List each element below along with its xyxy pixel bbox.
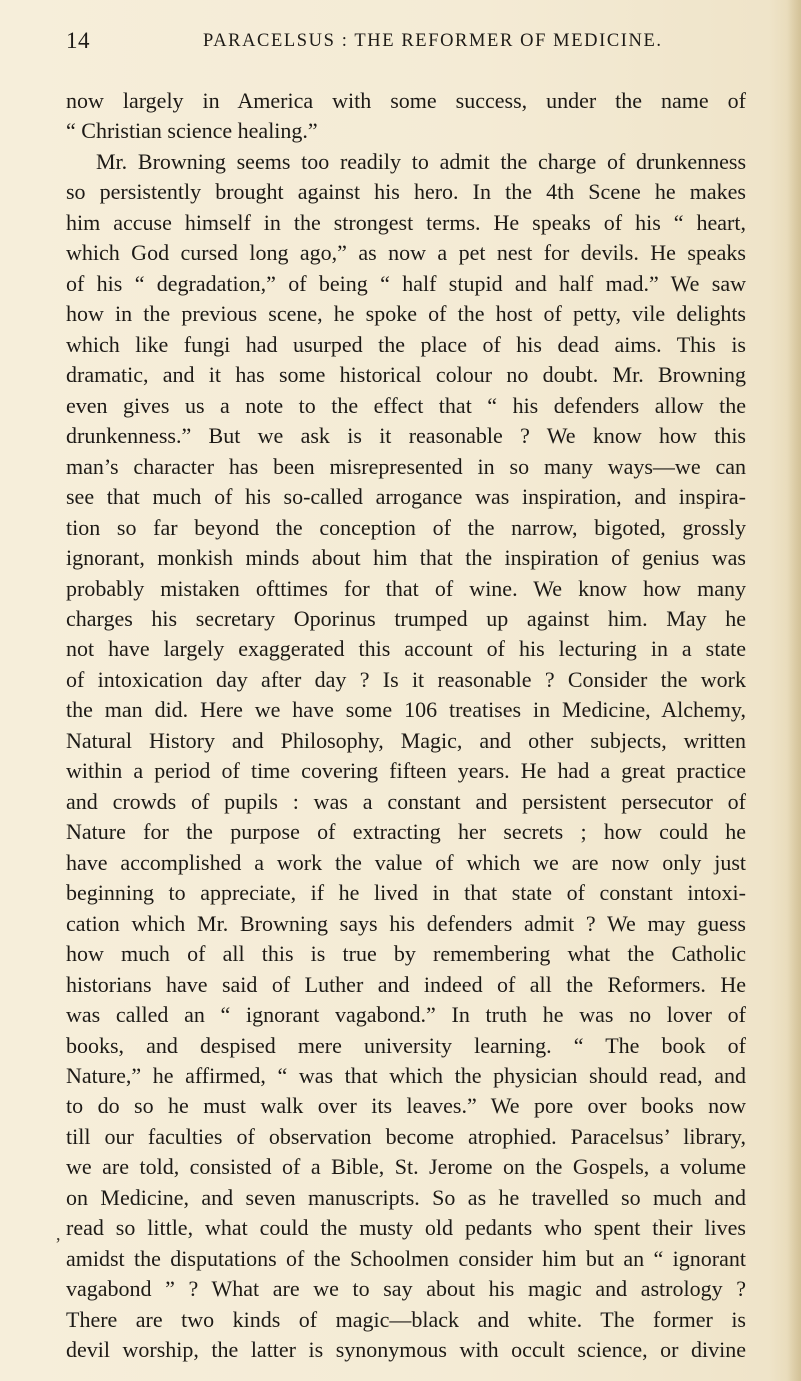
text-line: books, and despised mere university learning. “ The book of xyxy=(66,1032,746,1058)
text-line: read so little, what could the musty old pedants who spent their lives xyxy=(66,1215,746,1241)
text-line: cation which Mr. Browning says his defenders admit ? We may guess xyxy=(66,910,746,936)
text-line: and crowds of pupils : was a constant and persistent persecutor of xyxy=(66,788,746,814)
text-line: There are two kinds of magic—black and white. The former is xyxy=(66,1306,746,1332)
page-edge-shadow xyxy=(787,0,801,1381)
text-line: of his “ degradation,” of being “ half stupid and half mad.” We saw xyxy=(66,270,746,296)
text-line: probably mistaken ofttimes for that of wine. We know how many xyxy=(66,575,746,601)
text-line: man’s character has been misrepresented in so many ways—we can xyxy=(66,453,746,479)
text-line: dramatic, and it has some historical colour no doubt. Mr. Browning xyxy=(66,362,746,388)
text-line: charges his secretary Oporinus trumped up against him. May he xyxy=(66,605,746,631)
text-line: amidst the disputations of the Schoolmen consider him but an “ ignorant xyxy=(66,1245,746,1271)
text-line: beginning to appreciate, if he lived in that state of constant intoxi- xyxy=(66,880,746,906)
text-line: within a period of time covering fifteen years. He had a great practice xyxy=(66,758,746,784)
text-line: till our faculties of observation become atrophied. Paracelsus’ library, xyxy=(66,1123,746,1149)
text-line: so persistently brought against his hero. In the 4th Scene he makes xyxy=(66,179,746,205)
text-line: Mr. Browning seems too readily to admit the charge of drunkenness xyxy=(96,148,746,174)
text-line: drunkenness.” But we ask is it reasonable ? We know how this xyxy=(66,423,746,449)
text-line: even gives us a note to the effect that “ his defenders allow the xyxy=(66,392,746,418)
text-line: Natural History and Philosophy, Magic, and other subjects, written xyxy=(66,727,746,753)
text-line: of intoxication day after day ? Is it reasonable ? Consider the work xyxy=(66,666,746,692)
text-line: ignorant, monkish minds about him that the inspiration of genius was xyxy=(66,545,746,571)
text-line: have accomplished a work the value of which we are now only just xyxy=(66,849,746,875)
text-line: which God cursed long ago,” as now a pet nest for devils. He speaks xyxy=(66,240,746,266)
text-line: to do so he must walk over its leaves.” We pore over books now xyxy=(66,1093,746,1119)
text-line: the man did. Here we have some 106 treatises in Medicine, Alchemy, xyxy=(66,697,746,723)
text-line: now largely in America with some success, under the name of xyxy=(66,88,746,113)
text-line: devil worship, the latter is synonymous with occult science, or divine xyxy=(66,1337,746,1363)
text-line: Nature for the purpose of extracting her secrets ; how could he xyxy=(66,819,746,845)
text-line: was called an “ ignorant vagabond.” In truth he was no lover of xyxy=(66,1002,746,1028)
text-line: him accuse himself in the strongest terms. He speaks of his “ heart, xyxy=(66,209,746,235)
text-line: Nature,” he affirmed, “ was that which the physician should read, and xyxy=(66,1063,746,1088)
page-number: 14 xyxy=(66,28,90,53)
text-line: vagabond ” ? What are we to say about his magic and astrology ? xyxy=(66,1276,746,1302)
text-line: not have largely exaggerated this account of his lecturing in a state xyxy=(66,636,746,662)
body-text xyxy=(66,86,746,1366)
text-line: “ Christian science healing.” xyxy=(66,118,318,144)
text-line: how much of all this is true by remembering what the Catholic xyxy=(66,941,746,967)
text-line: how in the previous scene, he spoke of the host of petty, vile delights xyxy=(66,301,746,327)
text-line: historians have said of Luther and indeed of all the Reformers. He xyxy=(66,971,746,997)
text-line: which like fungi had usurped the place of his dead aims. This is xyxy=(66,331,746,357)
text-line: we are told, consisted of a Bible, St. Jerome on the Gospels, a volume xyxy=(66,1154,746,1180)
running-title: PARACELSUS : THE REFORMER OF MEDICINE. xyxy=(203,31,663,51)
running-head xyxy=(66,28,746,58)
text-line: tion so far beyond the conception of the narrow, bigoted, grossly xyxy=(66,514,746,540)
text-line: on Medicine, and seven manuscripts. So as he travelled so much and xyxy=(66,1184,746,1210)
margin-comma-mark: , xyxy=(56,1224,61,1244)
text-line: see that much of his so-called arrogance was inspiration, and inspira- xyxy=(66,484,746,510)
